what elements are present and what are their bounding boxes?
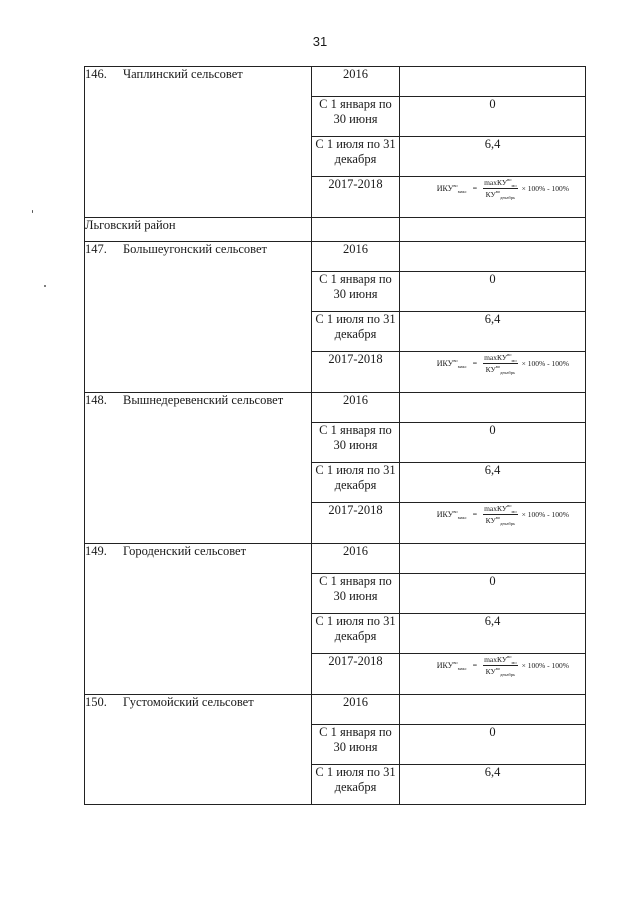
table-row [85, 393, 586, 423]
formula-equals: = [472, 359, 478, 368]
page-number: 31 [312, 34, 328, 49]
settlement-cell [85, 242, 312, 393]
value-cell: 0 [400, 97, 586, 137]
row-number: 149. [85, 544, 107, 558]
value-cell [400, 393, 586, 423]
formula-lhs: $ИКУ^{во}_{макс}$ [436, 183, 467, 194]
period-cell: С 1 января по 30 июня [312, 97, 400, 137]
period-cell: С 1 июля по 31 декабря [312, 463, 400, 503]
value-cell: 0 [400, 725, 586, 765]
value-cell: 6,4 [400, 137, 586, 177]
period-cell: С 1 июля по 31 декабря [312, 765, 400, 805]
scan-mark [32, 210, 33, 213]
formula-fraction [483, 352, 518, 375]
period-cell: С 1 января по 30 июня [312, 574, 400, 614]
table-row [85, 695, 586, 725]
period-cell: 2016 [312, 544, 400, 574]
formula-tail: × 100% - 100% [521, 661, 569, 670]
formula [400, 352, 585, 375]
settlement-name: Вышнедеревенский сельсовет [123, 393, 284, 407]
formula-cell [400, 352, 586, 393]
formula-denominator: $КУ^{во}_{декабрь}$ [485, 666, 516, 677]
settlement-cell [85, 695, 312, 805]
region-name: Льговский район [85, 218, 312, 242]
formula-numerator: maxКУ$^{во}_{мо}$ [484, 177, 517, 188]
formula-denominator: $КУ^{во}_{декабрь}$ [485, 189, 516, 200]
value-cell: 6,4 [400, 312, 586, 352]
period-cell: С 1 января по 30 июня [312, 725, 400, 765]
row-number: 148. [85, 393, 107, 407]
formula-cell [400, 503, 586, 544]
table-row [85, 242, 586, 272]
row-number: 147. [85, 242, 107, 256]
table-row [85, 544, 586, 574]
formula [400, 503, 585, 526]
settlement-name: Густомойский сельсовет [123, 695, 254, 709]
formula-denominator: $КУ^{во}_{декабрь}$ [485, 515, 516, 526]
tariff-table [84, 66, 586, 805]
value-cell [400, 67, 586, 97]
formula-cell [400, 654, 586, 695]
value-cell: 0 [400, 423, 586, 463]
formula-lhs: $ИКУ^{во}_{макс}$ [436, 509, 467, 520]
scan-mark [44, 285, 46, 287]
period-cell: 2017-2018 [312, 503, 400, 544]
period-cell: 2017-2018 [312, 177, 400, 218]
table-row [85, 218, 586, 242]
formula-numerator: maxКУ$^{во}_{мо}$ [484, 352, 517, 363]
period-cell: 2017-2018 [312, 654, 400, 695]
row-number: 150. [85, 695, 107, 709]
value-cell: 0 [400, 574, 586, 614]
period-cell: 2016 [312, 393, 400, 423]
formula-fraction [483, 654, 518, 677]
formula-numerator: maxКУ$^{во}_{мо}$ [484, 654, 517, 665]
formula-equals: = [472, 661, 478, 670]
value-cell [400, 544, 586, 574]
value-cell [400, 695, 586, 725]
period-cell: С 1 января по 30 июня [312, 423, 400, 463]
settlement-cell [85, 67, 312, 218]
value-cell [400, 242, 586, 272]
empty-cell [400, 218, 586, 242]
period-cell: С 1 июля по 31 декабря [312, 614, 400, 654]
formula-numerator: maxКУ$^{во}_{мо}$ [484, 503, 517, 514]
formula-denominator: $КУ^{во}_{декабрь}$ [485, 364, 516, 375]
period-cell: 2016 [312, 695, 400, 725]
period-cell: 2016 [312, 67, 400, 97]
formula-fraction [483, 503, 518, 526]
settlement-name: Городенский сельсовет [123, 544, 247, 558]
period-cell: С 1 июля по 31 декабря [312, 312, 400, 352]
empty-cell [312, 218, 400, 242]
settlement-cell [85, 393, 312, 544]
formula-equals: = [472, 510, 478, 519]
settlement-name: Чаплинский сельсовет [123, 67, 243, 81]
formula-tail: × 100% - 100% [521, 510, 569, 519]
period-cell: 2016 [312, 242, 400, 272]
value-cell: 6,4 [400, 614, 586, 654]
formula-lhs: $ИКУ^{во}_{макс}$ [436, 660, 467, 671]
formula-cell [400, 177, 586, 218]
formula [400, 177, 585, 200]
formula-equals: = [472, 184, 478, 193]
period-cell: С 1 июля по 31 декабря [312, 137, 400, 177]
settlement-cell [85, 544, 312, 695]
row-number: 146. [85, 67, 107, 81]
formula-tail: × 100% - 100% [521, 184, 569, 193]
formula-fraction [483, 177, 518, 200]
formula-tail: × 100% - 100% [521, 359, 569, 368]
formula [400, 654, 585, 677]
value-cell: 0 [400, 272, 586, 312]
value-cell: 6,4 [400, 463, 586, 503]
settlement-name: Большеугонский сельсовет [123, 242, 268, 256]
table-body [85, 67, 586, 805]
table-row [85, 67, 586, 97]
value-cell: 6,4 [400, 765, 586, 805]
period-cell: С 1 января по 30 июня [312, 272, 400, 312]
formula-lhs: $ИКУ^{во}_{макс}$ [436, 358, 467, 369]
period-cell: 2017-2018 [312, 352, 400, 393]
